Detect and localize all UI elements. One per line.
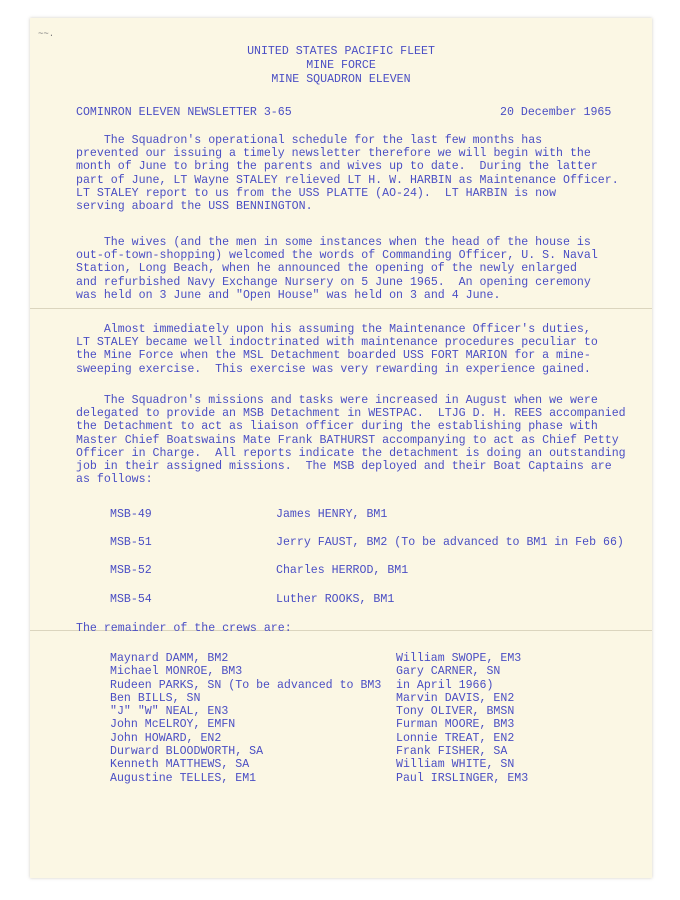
crew-member: John HOWARD, EN2 bbox=[110, 731, 222, 745]
letterhead-line-3: MINE SQUADRON ELEVEN bbox=[271, 73, 411, 86]
msb-boat: MSB-52 bbox=[110, 564, 152, 577]
crew-member: in April 1966) bbox=[396, 678, 494, 692]
text-line: Station, Long Beach, when he announced the opening of the newly enlarged bbox=[76, 262, 577, 276]
msb-entry bbox=[110, 508, 650, 522]
paragraph-2 bbox=[76, 236, 642, 302]
text-line: Officer in Charge. All reports indicate the detachment is doing an outstanding bbox=[76, 446, 626, 460]
crew-list-left bbox=[110, 652, 381, 785]
text-line: The Squadron's operational schedule for the last few months has bbox=[76, 134, 543, 147]
crew-member: William SWOPE, EM3 bbox=[396, 652, 522, 665]
crew-member: John McELROY, EMFN bbox=[110, 718, 236, 732]
crew-member: Ben BILLS, SN bbox=[110, 691, 201, 705]
msb-captain: Charles HERROD, BM1 bbox=[276, 564, 409, 577]
crew-member: Maynard DAMM, BM2 bbox=[110, 652, 229, 665]
text-line: LT STALEY became well indoctrinated with maintenance procedures peculiar to bbox=[76, 336, 598, 350]
msb-captain: Luther ROOKS, BM1 bbox=[276, 593, 395, 606]
newsletter-title: COMINRON ELEVEN NEWSLETTER 3-65 bbox=[76, 106, 292, 119]
text-line: out-of-town-shopping) welcomed the words of Commanding Officer, U. S. Naval bbox=[76, 249, 598, 263]
paragraph-4 bbox=[76, 394, 642, 486]
msb-captain: Jerry FAUST, BM2 (To be advanced to BM1 in Feb 66) bbox=[276, 536, 624, 549]
text-line: LT STALEY report to us from the USS PLATTE (AO-24). LT HARBIN is now bbox=[76, 186, 557, 200]
crew-member: Lonnie TREAT, EN2 bbox=[396, 731, 515, 745]
text-line: serving aboard the USS BENNINGTON. bbox=[76, 199, 313, 213]
text-line: The Squadron's missions and tasks were increased in August when we were bbox=[76, 394, 598, 407]
text-line: was held on 3 June and "Open House" was held on 3 and 4 June. bbox=[76, 288, 501, 302]
text-line: month of June to bring the parents and wives up to date. During the latter bbox=[76, 160, 598, 174]
newsletter-page bbox=[30, 18, 652, 878]
msb-boat: MSB-49 bbox=[110, 508, 152, 521]
letterhead-line-2: MINE FORCE bbox=[306, 59, 376, 72]
text-line: sweeping exercise. This exercise was very rewarding in experience gained. bbox=[76, 362, 591, 376]
fold-crease bbox=[30, 308, 652, 309]
crew-member: Tony OLIVER, BMSN bbox=[396, 705, 515, 719]
text-line: The wives (and the men in some instances when the head of the house is bbox=[76, 236, 591, 249]
newsletter-date: 20 December 1965 bbox=[500, 106, 612, 119]
msb-captain: James HENRY, BM1 bbox=[276, 508, 388, 521]
text-line: prevented our issuing a timely newsletter therefore we will begin with the bbox=[76, 147, 591, 161]
crew-member: Paul IRSLINGER, EM3 bbox=[396, 771, 529, 785]
crew-member: Durward BLOODWORTH, SA bbox=[110, 745, 264, 759]
text-line: job in their assigned missions. The MSB deployed and their Boat Captains are bbox=[76, 459, 612, 473]
crew-member: William WHITE, SN bbox=[396, 758, 515, 772]
paragraph-3 bbox=[76, 323, 642, 376]
text-line: Almost immediately upon his assuming the Maintenance Officer's duties, bbox=[76, 323, 591, 336]
paragraph-1 bbox=[76, 134, 642, 213]
crew-member: Furman MOORE, BM3 bbox=[396, 718, 515, 732]
text-line: as follows: bbox=[76, 473, 153, 487]
crew-list-right bbox=[396, 652, 528, 785]
text-line: Master Chief Boatswains Mate Frank BATHURST accompanying to act as Chief Petty bbox=[76, 433, 619, 447]
crew-member: Frank FISHER, SA bbox=[396, 745, 508, 759]
crew-member: Rudeen PARKS, SN (To be advanced to BM3 bbox=[110, 678, 382, 692]
text-line: delegated to provide an MSB Detachment in WESTPAC. LTJG D. H. REES accompanied bbox=[76, 407, 626, 421]
msb-boat: MSB-54 bbox=[110, 593, 152, 606]
crew-member: Augustine TELLES, EM1 bbox=[110, 771, 257, 785]
crew-intro: The remainder of the crews are: bbox=[76, 622, 292, 635]
msb-entry bbox=[110, 593, 650, 607]
text-line: part of June, LT Wayne STALEY relieved LT H. W. HARBIN as Maintenance Officer. bbox=[76, 173, 619, 187]
letterhead-line-1: UNITED STATES PACIFIC FLEET bbox=[247, 45, 435, 58]
msb-entry bbox=[110, 564, 650, 578]
crew-member: Gary CARNER, SN bbox=[396, 665, 501, 679]
crew-member: Michael MONROE, BM3 bbox=[110, 665, 243, 679]
pencil-mark-icon: ~~. bbox=[38, 29, 55, 39]
text-line: and refurbished Navy Exchange Nursery on 5 June 1965. An opening ceremony bbox=[76, 275, 591, 289]
crew-member: "J" "W" NEAL, EN3 bbox=[110, 705, 229, 719]
crew-member: Marvin DAVIS, EN2 bbox=[396, 691, 515, 705]
msb-entry bbox=[110, 536, 650, 550]
crew-member: Kenneth MATTHEWS, SA bbox=[110, 758, 250, 772]
text-line: the Mine Force when the MSL Detachment boarded USS FORT MARION for a mine- bbox=[76, 349, 591, 363]
text-line: the Detachment to act as liaison officer during the establishing phase with bbox=[76, 420, 598, 434]
msb-boat: MSB-51 bbox=[110, 536, 152, 549]
